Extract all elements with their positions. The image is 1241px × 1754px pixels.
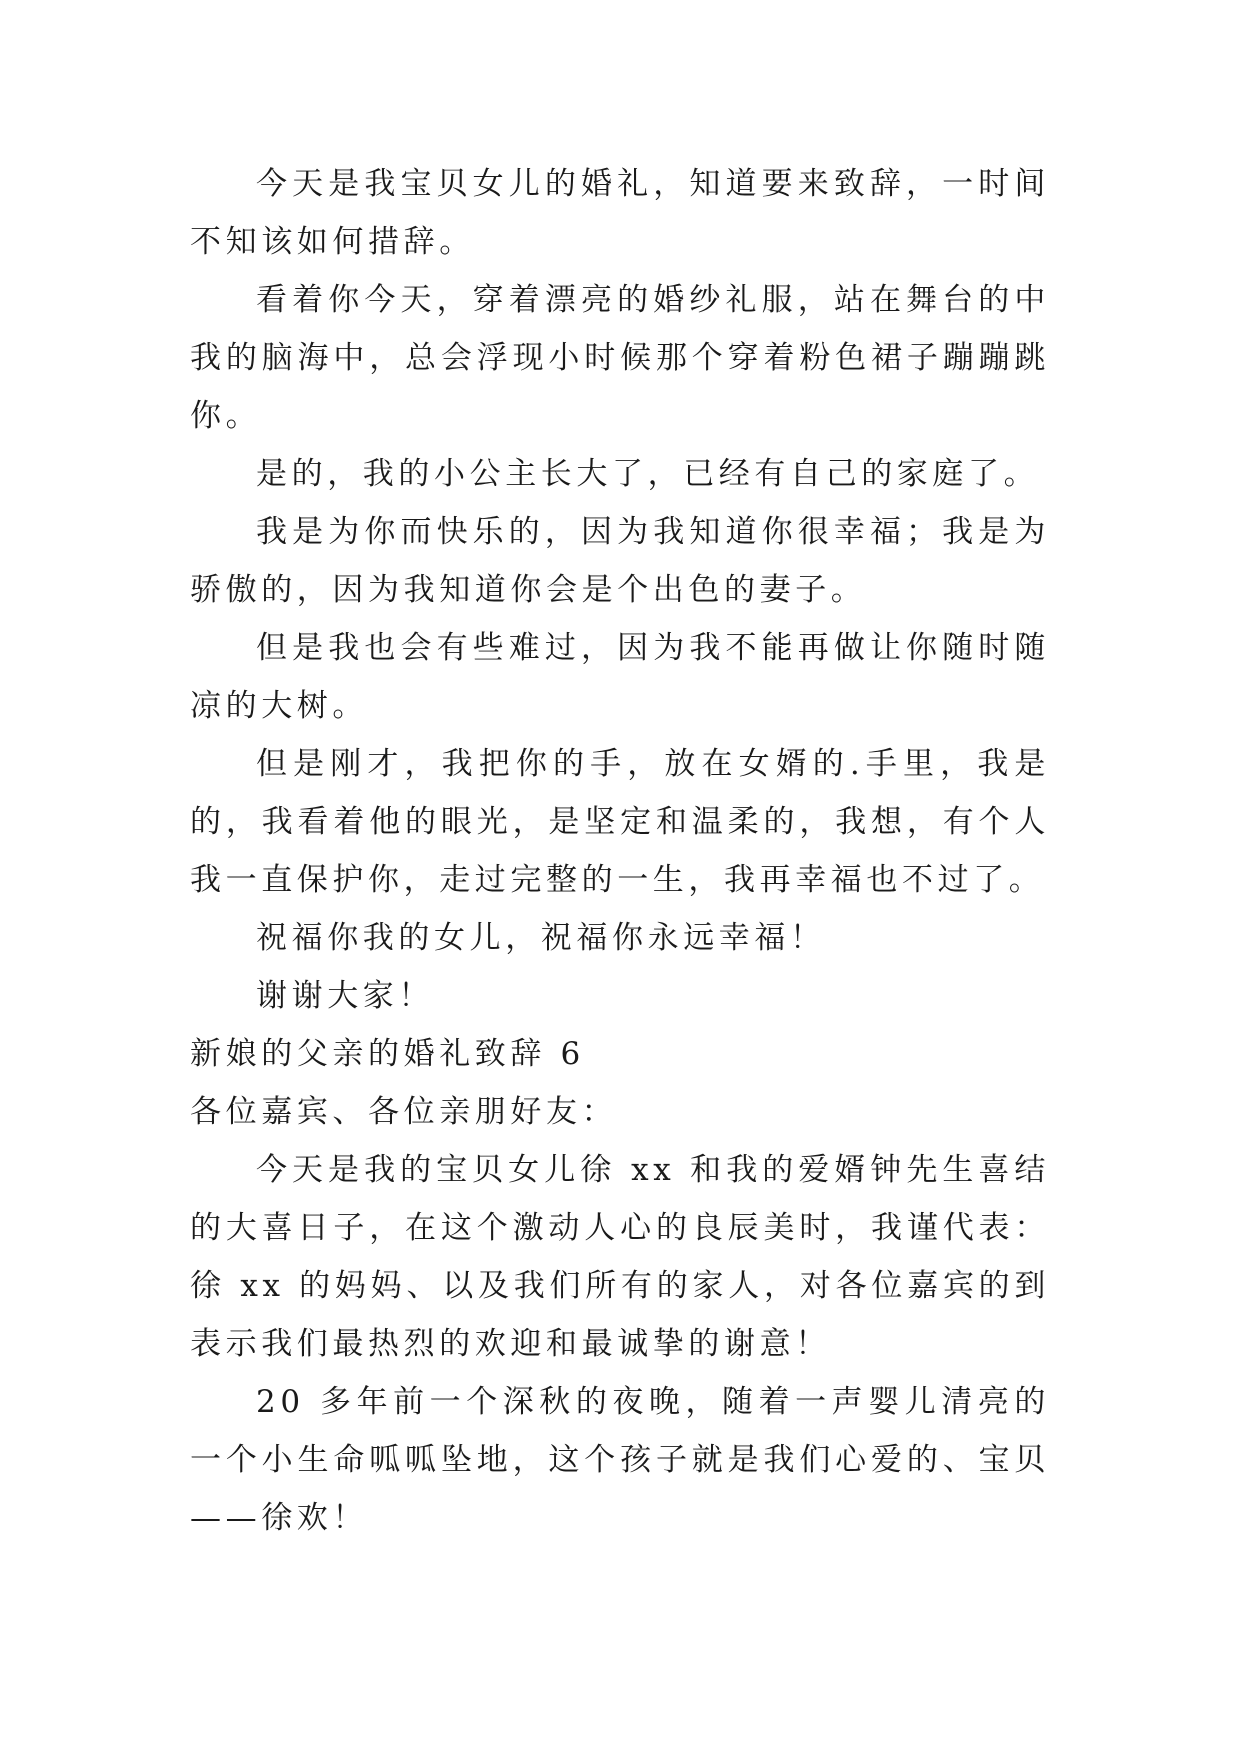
text-line: 20 多年前一个深秋的夜晚，随着一声婴儿清亮的 <box>256 1384 1050 1420</box>
text-line: 的，我看着他的眼光，是坚定和温柔的，我想，有个人 <box>190 804 1050 840</box>
text-line: 骄傲的，因为我知道你会是个出色的妻子。 <box>190 572 867 608</box>
text-line: 是的，我的小公主长大了，已经有自己的家庭了。 <box>256 456 1040 492</box>
text-line: 我一直保护你，走过完整的一生，我再幸福也不过了。 <box>190 862 1045 898</box>
text-line: 的大喜日子，在这个激动人心的良辰美时，我谨代表： <box>190 1210 1050 1246</box>
section-heading: 新娘的父亲的婚礼致辞 6 <box>190 1036 585 1072</box>
text-line: 但是刚才，我把你的手，放在女婿的.手里，我是 <box>256 746 1050 782</box>
text-line: 今天是我的宝贝女儿徐 xx 和我的爱婿钟先生喜结 <box>256 1152 1050 1188</box>
text-line: 我的脑海中，总会浮现小时候那个穿着粉色裙子蹦蹦跳 <box>190 340 1050 376</box>
document-body <box>190 155 1050 1547</box>
text-line: 表示我们最热烈的欢迎和最诚挚的谢意！ <box>190 1326 831 1362</box>
text-line: 我是为你而快乐的，因为我知道你很幸福；我是为 <box>256 514 1050 550</box>
text-line: 但是我也会有些难过，因为我不能再做让你随时随 <box>256 630 1050 666</box>
text-line: 谢谢大家！ <box>256 978 434 1014</box>
text-line: ——徐欢！ <box>190 1500 368 1536</box>
salutation: 各位嘉宾、各位亲朋好友： <box>190 1094 618 1130</box>
text-line: 不知该如何措辞。 <box>190 224 475 260</box>
text-line: 徐 xx 的妈妈、以及我们所有的家人，对各位嘉宾的到 <box>190 1268 1050 1304</box>
text-line: 今天是我宝贝女儿的婚礼，知道要来致辞，一时间 <box>256 166 1050 202</box>
text-line: 凉的大树。 <box>190 688 368 724</box>
text-line: 一个小生命呱呱坠地，这个孩子就是我们心爱的、宝贝 <box>190 1442 1050 1478</box>
text-line: 祝福你我的女儿，祝福你永远幸福！ <box>256 920 826 956</box>
text-line: 你。 <box>190 398 262 434</box>
text-line: 看着你今天，穿着漂亮的婚纱礼服，站在舞台的中 <box>256 282 1050 318</box>
